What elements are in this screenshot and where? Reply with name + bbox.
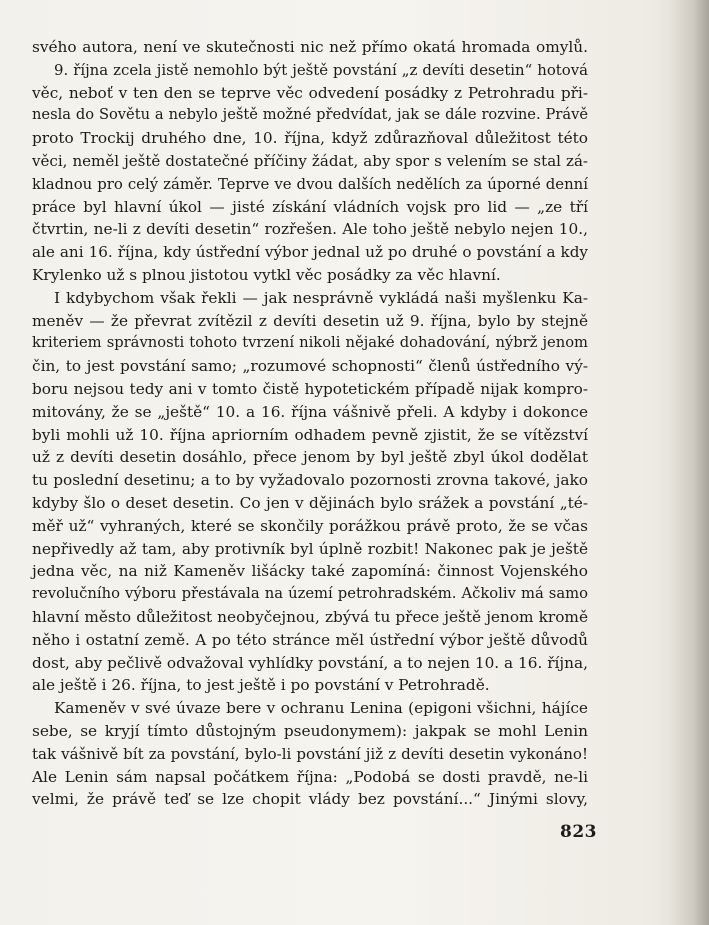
text-line: hlavní město důležitost neobyčejnou, zbývá tu přece ještě jenom kromě — [32, 607, 588, 626]
text-line: I kdybychom však řekli — jak nesprávně vykládá naši myšlenku Ka- — [54, 288, 588, 307]
text-line: nesla do Sovětu a nebylo ještě možné předvídat, jak se dále rozvine. Právě — [32, 106, 588, 124]
page-number: 823 — [560, 822, 597, 842]
text-line: měř už“ vyhraných, které se skončily porážkou právě proto, že se včas — [32, 516, 588, 535]
text-line: jedna věc, na niž Kameněv lišácky také zapomíná: činnost Vojenského — [32, 562, 588, 581]
page-edge-shadow — [669, 0, 709, 925]
text-line: byli mohli už 10. října apriorním odhadem pevně zjistit, že se vítězství — [32, 425, 588, 444]
text-line: kdyby šlo o deset desetin. Co jen v dějinách bylo srážek a povstání „té- — [32, 493, 588, 512]
text-line: nepřivedly až tam, aby protivník byl úplně rozbit! Nakonec pak je ještě — [32, 539, 588, 558]
text-line: meněv — že převrat zvítězil z devíti desetin už 9. října, bylo by stejně — [32, 311, 588, 330]
text-line: tu poslední desetinu; a to by vyžadovalo pozornosti zrovna takové, jako — [32, 471, 588, 490]
text-line: věc, neboť v ten den se teprve věc odvedení posádky z Petrohradu při- — [32, 83, 588, 102]
text-line: něho i ostatní země. A po této stránce měl ústřední výbor ještě důvodů — [32, 630, 588, 649]
text-line: sebe, se kryjí tímto důstojným pseudonymem): jakpak se mohl Lenin — [32, 721, 588, 740]
text-line: mitovány, že se „ještě“ 10. a 16. října vášnivě přeli. A kdyby i dokonce — [32, 402, 588, 421]
text-line: čtvrtin, ne-li z devíti desetin“ rozřešen. Ale toho ještě nebylo nejen 10., — [32, 220, 588, 239]
text-line: věci, neměl ještě dostatečné příčiny žádat, aby spor s velením se stal zá- — [32, 151, 588, 170]
text-line: Krylenko už s plnou jistotou vytkl věc posádky za věc hlavní. — [32, 265, 501, 284]
text-line: Ale Lenin sám napsal počátkem října: „Podobá se dosti pravdě, ne-li — [32, 767, 588, 786]
text-line: svého autora, není ve skutečnosti nic než přímo okatá hromada omylů. — [32, 38, 588, 56]
text-line: Kameněv v své úvaze bere v ochranu Lenina (epigoni všichni, hájíce — [54, 699, 588, 718]
text-line: 9. října zcela jistě nemohlo být ještě povstání „z devíti desetin“ hotová — [54, 60, 588, 79]
text-line: už z devíti desetin dosáhlo, přece jenom by byl ještě zbyl úkol dodělat — [32, 448, 588, 467]
text-line: ale ještě i 26. října, to jest ještě i po povstání v Petrohradě. — [32, 676, 490, 695]
text-line: proto Trockij druhého dne, 10. října, když zdůrazňoval důležitost této — [32, 129, 588, 148]
text-line: ale ani 16. října, kdy ústřední výbor jednal už po druhé o povstání a kdy — [32, 243, 588, 262]
body-text — [32, 36, 588, 811]
text-line: tak vášnivě bít za povstání, bylo-li povstání již z devíti desetin vykonáno! — [32, 744, 588, 763]
text-line: kriteriem správnosti tohoto tvrzení nikoli nějaké dohadování, nýbrž jenom — [32, 334, 588, 352]
text-line: čin, to jest povstání samo; „rozumové schopnosti“ členů ústředního vý- — [32, 357, 588, 376]
text-line: dost, aby pečlivě odvažoval vyhlídky povstání, a to nejen 10. a 16. října, — [32, 653, 588, 672]
text-line: revolučního výboru přestávala na území petrohradském. Ačkoliv má samo — [32, 585, 588, 603]
text-line: velmi, že právě teď se lze chopit vlády bez povstání...“ Jinými slovy, — [32, 790, 588, 809]
text-line: kladnou pro celý záměr. Teprve ve dvou dalších nedělích za úporné denní — [32, 174, 588, 193]
text-line: boru nejsou tedy ani v tomto čistě hypotetickém případě nijak kompro- — [32, 379, 588, 398]
text-line: práce byl hlavní úkol — jisté získání vládních vojsk pro lid — „ze tří — [32, 197, 588, 216]
